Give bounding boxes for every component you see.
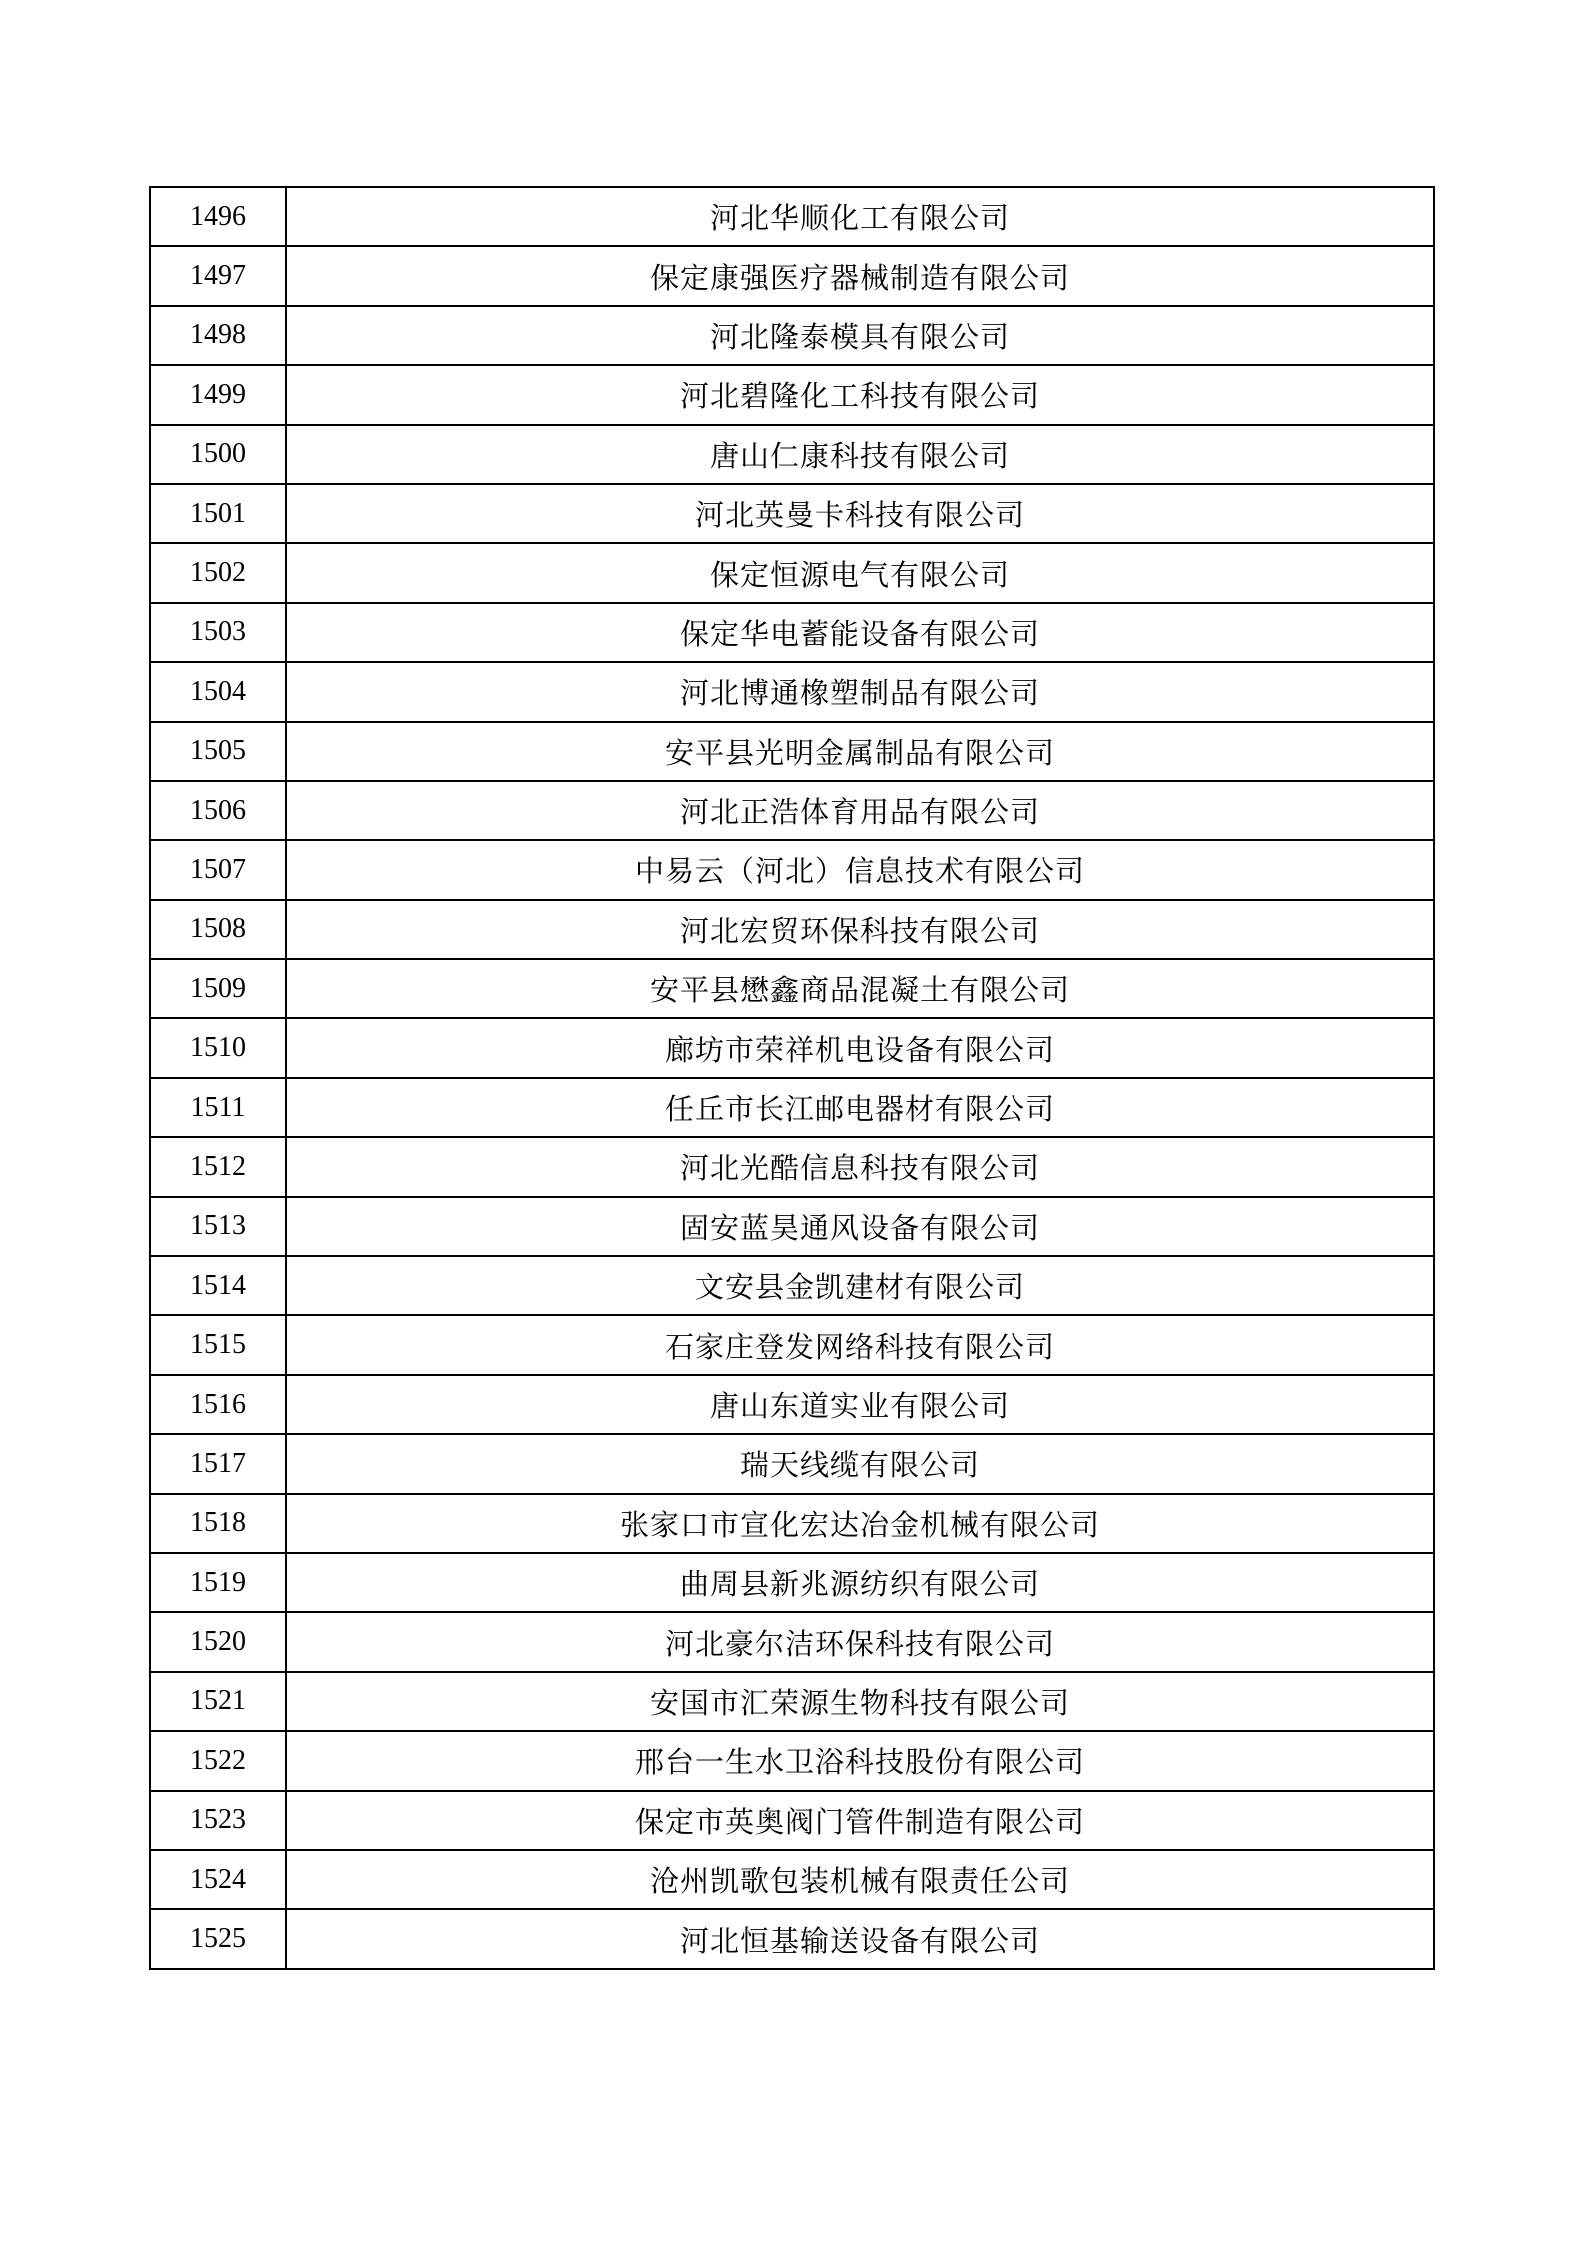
company-name: 中易云（河北）信息技术有限公司 bbox=[286, 840, 1434, 899]
table-row bbox=[150, 1612, 1434, 1671]
row-number: 1516 bbox=[150, 1375, 286, 1434]
row-number: 1510 bbox=[150, 1018, 286, 1077]
row-number: 1525 bbox=[150, 1909, 286, 1968]
table-row bbox=[150, 781, 1434, 840]
row-number: 1508 bbox=[150, 900, 286, 959]
company-list-table bbox=[149, 186, 1435, 1970]
table-row bbox=[150, 722, 1434, 781]
company-name: 唐山东道实业有限公司 bbox=[286, 1375, 1434, 1434]
table-row bbox=[150, 1731, 1434, 1790]
table-row bbox=[150, 1672, 1434, 1731]
table-row bbox=[150, 1494, 1434, 1553]
row-number: 1500 bbox=[150, 425, 286, 484]
table-row bbox=[150, 1850, 1434, 1909]
company-name: 保定华电蓄能设备有限公司 bbox=[286, 603, 1434, 662]
table-row bbox=[150, 959, 1434, 1018]
company-name: 河北光酷信息科技有限公司 bbox=[286, 1137, 1434, 1196]
company-name: 曲周县新兆源纺织有限公司 bbox=[286, 1553, 1434, 1612]
row-number: 1496 bbox=[150, 187, 286, 246]
company-name: 河北英曼卡科技有限公司 bbox=[286, 484, 1434, 543]
row-number: 1506 bbox=[150, 781, 286, 840]
table-row bbox=[150, 306, 1434, 365]
company-name: 沧州凯歌包装机械有限责任公司 bbox=[286, 1850, 1434, 1909]
row-number: 1514 bbox=[150, 1256, 286, 1315]
row-number: 1505 bbox=[150, 722, 286, 781]
table-row bbox=[150, 1434, 1434, 1493]
table-row bbox=[150, 1553, 1434, 1612]
table-row bbox=[150, 246, 1434, 305]
company-name: 河北碧隆化工科技有限公司 bbox=[286, 365, 1434, 424]
row-number: 1509 bbox=[150, 959, 286, 1018]
table-row bbox=[150, 1137, 1434, 1196]
company-name: 石家庄登发网络科技有限公司 bbox=[286, 1315, 1434, 1374]
table-row bbox=[150, 1909, 1434, 1968]
company-name: 任丘市长江邮电器材有限公司 bbox=[286, 1078, 1434, 1137]
company-name: 安国市汇荣源生物科技有限公司 bbox=[286, 1672, 1434, 1731]
company-name: 廊坊市荣祥机电设备有限公司 bbox=[286, 1018, 1434, 1077]
row-number: 1520 bbox=[150, 1612, 286, 1671]
company-name: 文安县金凯建材有限公司 bbox=[286, 1256, 1434, 1315]
company-name: 河北正浩体育用品有限公司 bbox=[286, 781, 1434, 840]
company-name: 张家口市宣化宏达冶金机械有限公司 bbox=[286, 1494, 1434, 1553]
company-name: 保定康强医疗器械制造有限公司 bbox=[286, 246, 1434, 305]
table-row bbox=[150, 900, 1434, 959]
table-row bbox=[150, 365, 1434, 424]
table-row bbox=[150, 1315, 1434, 1374]
row-number: 1507 bbox=[150, 840, 286, 899]
table-row bbox=[150, 840, 1434, 899]
company-name: 河北豪尔洁环保科技有限公司 bbox=[286, 1612, 1434, 1671]
table-row bbox=[150, 543, 1434, 602]
row-number: 1499 bbox=[150, 365, 286, 424]
company-name: 瑞天线缆有限公司 bbox=[286, 1434, 1434, 1493]
row-number: 1502 bbox=[150, 543, 286, 602]
row-number: 1521 bbox=[150, 1672, 286, 1731]
row-number: 1504 bbox=[150, 662, 286, 721]
row-number: 1501 bbox=[150, 484, 286, 543]
company-name: 安平县光明金属制品有限公司 bbox=[286, 722, 1434, 781]
row-number: 1497 bbox=[150, 246, 286, 305]
row-number: 1512 bbox=[150, 1137, 286, 1196]
table-row bbox=[150, 484, 1434, 543]
table-row bbox=[150, 1078, 1434, 1137]
row-number: 1515 bbox=[150, 1315, 286, 1374]
company-name: 河北博通橡塑制品有限公司 bbox=[286, 662, 1434, 721]
table-row bbox=[150, 1256, 1434, 1315]
table-row bbox=[150, 187, 1434, 246]
company-name: 河北恒基输送设备有限公司 bbox=[286, 1909, 1434, 1968]
company-name: 河北隆泰模具有限公司 bbox=[286, 306, 1434, 365]
table-row bbox=[150, 662, 1434, 721]
company-name: 安平县懋鑫商品混凝土有限公司 bbox=[286, 959, 1434, 1018]
row-number: 1511 bbox=[150, 1078, 286, 1137]
row-number: 1523 bbox=[150, 1791, 286, 1850]
row-number: 1498 bbox=[150, 306, 286, 365]
company-name: 河北华顺化工有限公司 bbox=[286, 187, 1434, 246]
row-number: 1517 bbox=[150, 1434, 286, 1493]
table-row bbox=[150, 425, 1434, 484]
row-number: 1522 bbox=[150, 1731, 286, 1790]
table-row bbox=[150, 1018, 1434, 1077]
row-number: 1524 bbox=[150, 1850, 286, 1909]
row-number: 1519 bbox=[150, 1553, 286, 1612]
table-row bbox=[150, 1375, 1434, 1434]
company-name: 唐山仁康科技有限公司 bbox=[286, 425, 1434, 484]
row-number: 1503 bbox=[150, 603, 286, 662]
company-name: 保定恒源电气有限公司 bbox=[286, 543, 1434, 602]
table-row bbox=[150, 1197, 1434, 1256]
table-row bbox=[150, 603, 1434, 662]
row-number: 1518 bbox=[150, 1494, 286, 1553]
company-name: 固安蓝昊通风设备有限公司 bbox=[286, 1197, 1434, 1256]
company-name: 河北宏贸环保科技有限公司 bbox=[286, 900, 1434, 959]
company-name: 邢台一生水卫浴科技股份有限公司 bbox=[286, 1731, 1434, 1790]
company-name: 保定市英奥阀门管件制造有限公司 bbox=[286, 1791, 1434, 1850]
table-row bbox=[150, 1791, 1434, 1850]
row-number: 1513 bbox=[150, 1197, 286, 1256]
